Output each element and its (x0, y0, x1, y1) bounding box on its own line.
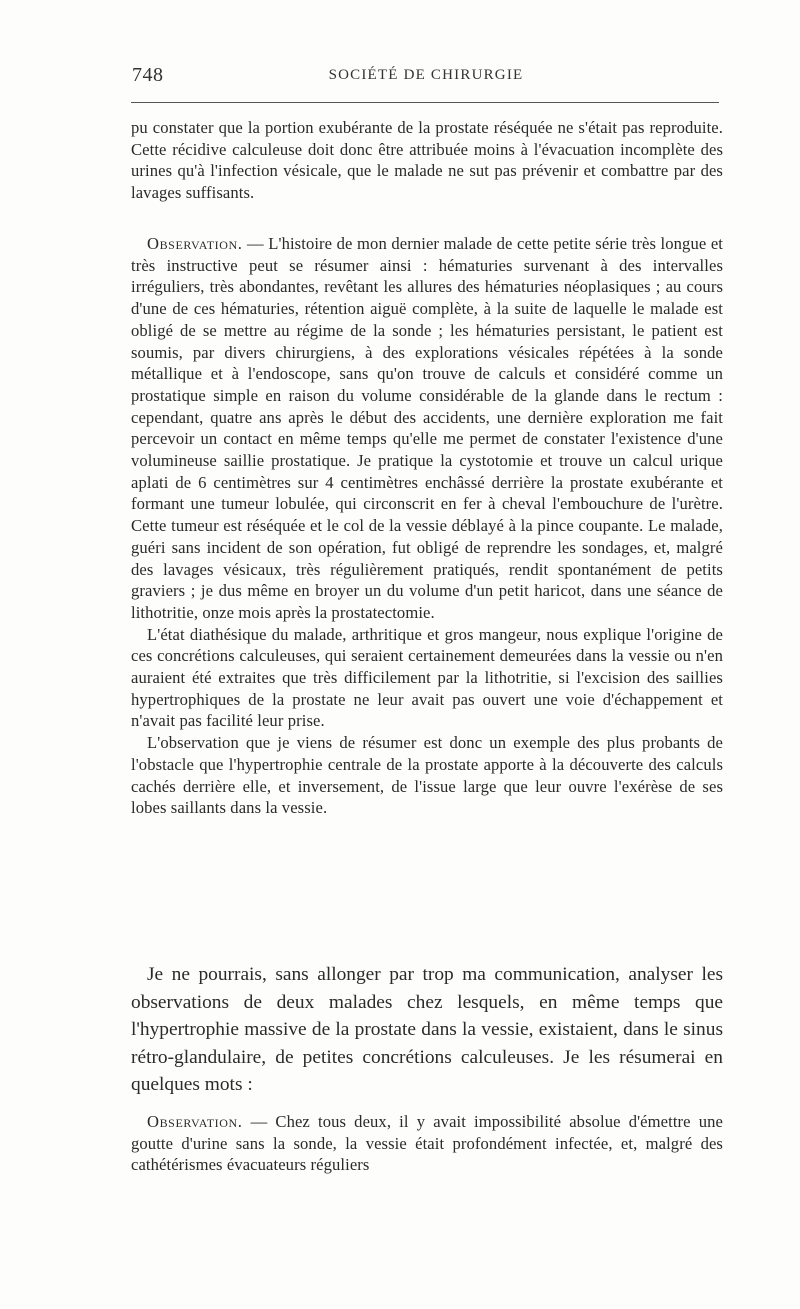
observation-label: Observation. (147, 234, 243, 253)
observation-paragraph (131, 1111, 723, 1176)
paragraph-continuation (131, 117, 723, 204)
main-text-section (131, 961, 723, 1099)
observation-label: Observation. (147, 1112, 243, 1131)
paragraph: pu constater que la portion exubérante de la prostate réséquée ne s'était pas reproduite. Cette récidive calculeuse doit donc être attribuée moins à l'évacuation incomplète des urines qu'à l'infection vésicale, que le malade ne sut pas prévenir et combattre par des lavages suffisants. (131, 118, 723, 203)
page-number: 748 (132, 64, 164, 86)
paragraph: Je ne pourrais, sans allonger par trop ma communication, analyser les observations de deux malades chez lesquels, en même temps que l'hypertrophie massive de la prostate dans la vessie, existaient, dans le sinus rétro-glandulaire, de petites concrétions calculeuses. Je les résumerai en quelques mots : (131, 964, 723, 1096)
observation-section (131, 233, 723, 819)
observation-text: — L'histoire de mon dernier malade de cette petite série très longue et très instructive peut se résumer ainsi : hématuries survenant à des intervalles irréguliers, très abondantes, revêtant les allures des hématuries néoplasiques ; au cours d'une de ces hématuries, rétention aiguë complète, à la suite de laquelle le malade est obligé de se mettre au régime de la sonde ; les hématuries persistant, le patient est soumis, par divers chirurgiens, à des explorations vésicales répétées à la sonde métallique et à l'endoscope, sans qu'on trouve de calculs et considéré comme un prostatique simple en raison du volume considérable de la glande dans le rectum : cependant, quatre ans après le début des accidents, une dernière exploration me fait percevoir un contact en même temps qu'elle me permet de constater l'existence d'une volumineuse saillie prostatique. Je pratique la cystotomie et trouve un calcul urique aplati de 6 centimètres sur 4 centimètres enchâssé derrière la prostate exubérante et formant une tumeur lobulée, qui circonscrit en fer à cheval l'embouchure de l'urètre. Cette tumeur est réséquée et le col de la vessie déblayé à la pince coupante. Le malade, guéri sans incident de son opération, fut obligé de reprendre les sondages, et, malgré des lavages vésicaux, très régulièrement pratiqués, rendit spontanément de petits graviers ; je dus même en broyer un du volume d'un petit haricot, dans une séance de lithotritie, onze mois après la prostatectomie. (131, 234, 723, 622)
paragraph: L'observation que je viens de résumer est donc un exemple des plus probants de l'obstacle que l'hypertrophie centrale de la prostate apporte à la découverte des calculs cachés derrière elle, et inversement, de l'issue large que leur ouvre l'exérèse de ses lobes saillants dans la vessie. (131, 733, 723, 818)
page-header (131, 64, 721, 90)
header-rule (131, 102, 719, 103)
observation-paragraph (131, 233, 723, 624)
paragraph: L'état diathésique du malade, arthritique et gros mangeur, nous explique l'origine de ces concrétions calculeuses, qui seraient certainement demeurées dans la vessie ou n'en auraient été extraites que très difficilement par la lithotritie, si l'excision des saillies hypertrophiques de la prostate ne leur avait pas ouvert une voie d'échappement et n'avait pas facilité leur prise. (131, 624, 723, 731)
observation-section (131, 1111, 723, 1176)
observation-text: — Chez tous deux, il y avait impossibilité absolue d'émettre une goutte d'urine sans la sonde, la vessie était profondément infectée, et, malgré des cathétérismes évacuateurs réguliers (131, 1112, 723, 1175)
running-title: SOCIÉTÉ DE CHIRURGIE (328, 67, 524, 83)
